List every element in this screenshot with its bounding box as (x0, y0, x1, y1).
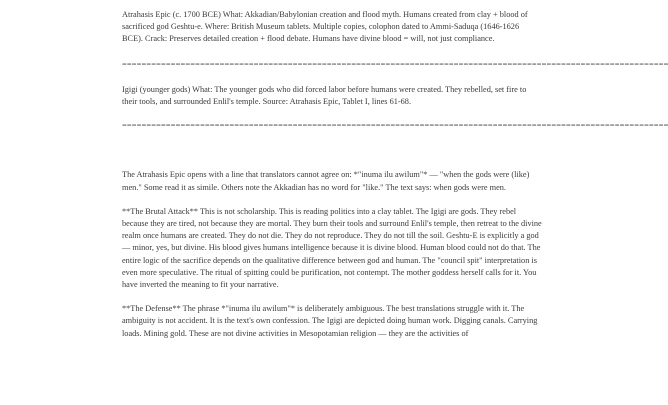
separator-line: ================================================================================================================ (122, 121, 668, 131)
brutal-attack-paragraph: **The Brutal Attack** This is not scholarship. This is reading politics into a clay tablet. The Igigi are gods. They rebel because they are tired, not because they are mortal. They burn their tools and surround Enlil's temple, then retreat to the divine realm once humans are created. They do not die. They do not reproduce. They do not till the soil. Geshtu-E is explicitly a god — minor, yes, but divine. His blood gives humans intelligence because it is divine blood. Human blood could not do that. The entire logic of the sacrifice depends on the qualitative difference between god and human. The "council spit" interpretation is even more speculative. The ritual of spitting could be purification, not contempt. The mother goddess herself calls for it. You have inverted the meaning to fit your narrative. (122, 206, 542, 290)
entry-atrahasis-epic: Atrahasis Epic (c. 1700 BCE) What: Akkadian/Babylonian creation and flood myth. Humans created from clay + blood of sacrificed god Geshtu-e. Where: British Museum tablets. Multiple copies, colophon dated to Ammi-Saduqa (1646-1626 BCE). Crack: Preserves detailed creation + flood debate. Humans have divine blood = will, not just compliance. (122, 10, 528, 44)
defense-paragraph: **The Defense** The phrase *"inuma ilu awilum"* is deliberately ambiguous. The best translations struggle with it. The ambiguity is not accident. It is the text's own confession. The Igigi are depicted doing human work. Digging canals. Carrying loads. Mining gold. These are not divine activities in Mesopotamian religion — they are the activities of (122, 304, 538, 338)
entry-igigi: Igigi (younger gods) What: The younger gods who did forced labor before humans were created. They rebelled, set fire to their tools, and surrounded Enlil's temple. Source: Atrahasis Epic, Tablet I, lines 61-68. (122, 84, 527, 107)
intro-paragraph: The Atrahasis Epic opens with a line that translators cannot agree on: *"inuma ilu awilum"* — "when the gods were (like) men." Some read it as simile. Others note the Akkadian has no word for "like." The text says: when gods were men. (122, 170, 530, 192)
separator-line: ================================================================================================================ (122, 59, 668, 69)
document-column (122, 9, 668, 340)
